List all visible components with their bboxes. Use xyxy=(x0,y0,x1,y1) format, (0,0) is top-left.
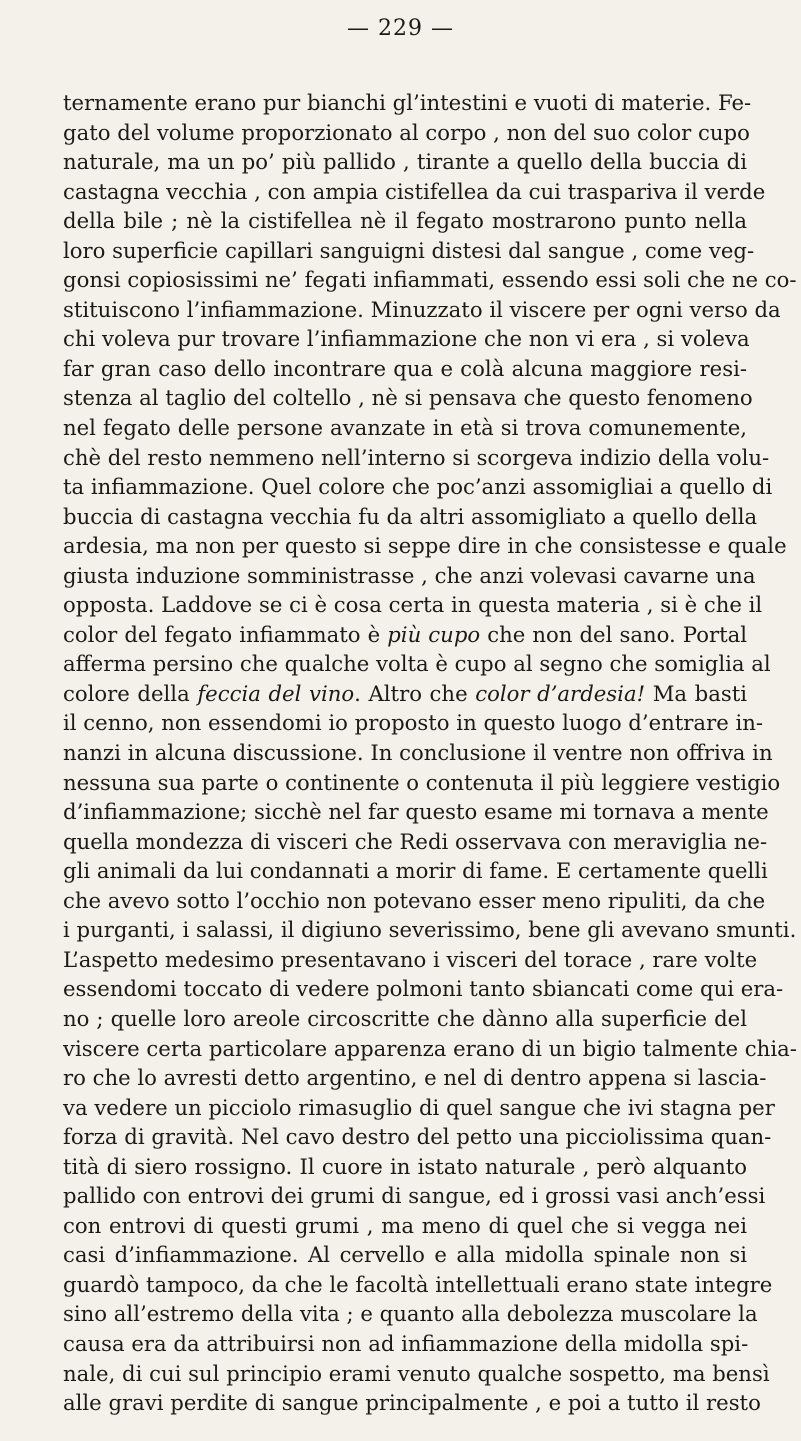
text-line: nale, di cui sul principio erami venuto qualche sospetto, ma bensì xyxy=(63,1360,770,1386)
text-line: causa era da attribuirsi non ad infiammazione della midolla spi- xyxy=(63,1330,749,1356)
text-line: pallido con entrovi dei grumi di sangue, ed i grossi vasi anch’essi xyxy=(63,1183,766,1209)
italic-phrase: color d’ardesia! xyxy=(475,680,646,706)
text-line: ta infiammazione. Quel colore che poc’anzi assomigliai a quello di xyxy=(63,474,773,500)
text-line: ro che lo avresti detto argentino, e nel di dentro appena si lascia- xyxy=(63,1065,767,1091)
text-line: va vedere un picciolo rimasuglio di quel sangue che ivi stagna per xyxy=(63,1094,775,1120)
text-line: che avevo sotto l’occhio non potevano esser meno ripuliti, da che xyxy=(63,887,766,913)
text-line: stituiscono l’infiammazione. Minuzzato il viscere per ogni verso da xyxy=(63,296,781,322)
text-line: d’infiammazione; sicchè nel far questo esame mi tornava a mente xyxy=(63,799,769,825)
text-line: nanzi in alcuna discussione. In conclusione il ventre non offriva in xyxy=(63,740,773,766)
text-line: guardò tampoco, da che le facoltà intellettuali erano state integre xyxy=(63,1271,773,1297)
text-line: afferma persino che qualche volta è cupo al segno che somiglia al xyxy=(63,651,771,677)
text-line: loro superficie capillari sanguigni distesi dal sangue , come veg- xyxy=(63,237,755,263)
text-line: naturale, ma un po’ più pallido , tirante a quello della buccia di xyxy=(63,149,747,175)
text-line: sino all’estremo della vita ; e quanto alla debolezza muscolare la xyxy=(63,1301,758,1327)
text-line: chi voleva pur trovare l’infiammazione che non vi era , si voleva xyxy=(63,326,750,352)
text-line: giusta induzione somministrasse , che anzi volevasi cavarne una xyxy=(63,562,756,588)
text-line: con entrovi di questi grumi , ma meno di quel che si vegga nei xyxy=(63,1212,747,1238)
text-line: ardesia, ma non per questo si seppe dire in che consistesse e quale xyxy=(63,533,787,559)
text-line: nessuna sua parte o continente o contenuta il più leggiere vestigio xyxy=(63,769,781,795)
body-text xyxy=(63,88,797,1418)
text-line: il cenno, non essendomi io proposto in questo luogo d’entrare in- xyxy=(63,710,764,736)
text-line: gli animali da lui condannati a morir di fame. E certamente quelli xyxy=(63,858,768,884)
text-line: opposta. Laddove se ci è cosa certa in questa materia , si è che il xyxy=(63,592,763,618)
page-number: — 229 — xyxy=(347,16,454,41)
text-line: color del fegato infiammato è più cupo che non del sano. Portal xyxy=(63,621,747,647)
text-line: della bile ; nè la cistifellea nè il fegato mostrarono punto nella xyxy=(63,208,747,234)
text-line: castagna vecchia , con ampia cistifellea da cui traspariva il verde xyxy=(63,178,766,204)
text-line: casi d’infiammazione. Al cervello e alla midolla spinale non si xyxy=(63,1242,747,1268)
text-line: no ; quelle loro areole circoscritte che dànno alla superficie del xyxy=(63,1005,747,1031)
text-line: forza di gravità. Nel cavo destro del petto una picciolissima quan- xyxy=(63,1124,772,1150)
italic-phrase: feccia del vino xyxy=(197,680,355,706)
text-line: far gran caso dello incontrare qua e colà alcuna maggiore resi- xyxy=(63,355,747,381)
text-line: i purganti, i salassi, il digiuno severissimo, bene gli avevano smunti. xyxy=(63,917,797,943)
text-line: colore della feccia del vino. Altro che color d’ardesia! Ma basti xyxy=(63,680,748,706)
text-line: gonsi copiosissimi ne’ fegati infiammati, essendo essi soli che ne co- xyxy=(63,267,797,293)
text-line: L’aspetto medesimo presentavano i visceri del torace , rare volte xyxy=(63,946,758,972)
text-line: quella mondezza di visceri che Redi osservava con meraviglia ne- xyxy=(63,828,768,854)
text-line: viscere certa particolare apparenza erano di un bigio talmente chia- xyxy=(63,1035,797,1061)
text-line: alle gravi perdite di sangue principalmente , e poi a tutto il resto xyxy=(63,1390,761,1416)
text-line: nel fegato delle persone avanzate in età si trova comunemente, xyxy=(63,415,747,441)
text-line: ternamente erano pur bianchi gl’intestini e vuoti di materie. Fe- xyxy=(63,90,752,115)
text-line: tità di siero rossigno. Il cuore in istato naturale , però alquanto xyxy=(63,1153,747,1179)
text-line: chè del resto nemmeno nell’interno si scorgeva indizio della volu- xyxy=(63,444,770,470)
italic-phrase: più cupo xyxy=(387,621,481,647)
text-line: gato del volume proporzionato al corpo , non del suo color cupo xyxy=(63,119,750,145)
text-line: essendomi toccato di vedere polmoni tanto sbiancati come qui era- xyxy=(63,976,784,1002)
text-line: buccia di castagna vecchia fu da altri assomigliato a quello della xyxy=(63,503,758,529)
text-line: stenza al taglio del coltello , nè si pensava che questo fenomeno xyxy=(63,385,753,411)
